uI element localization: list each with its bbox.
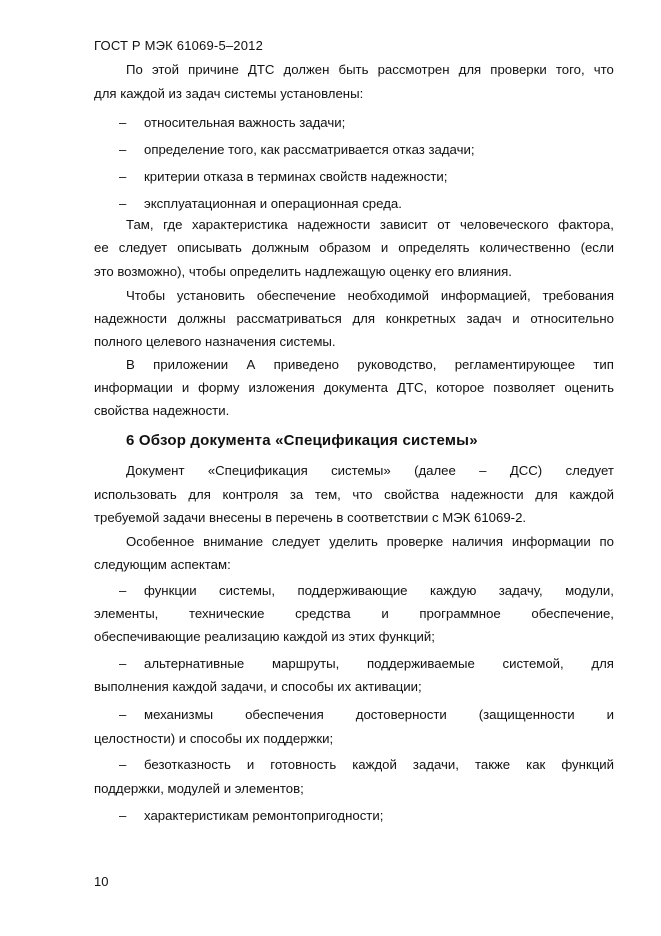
word: и xyxy=(606,707,614,722)
word: системы» xyxy=(331,463,391,478)
word: человеческого xyxy=(460,217,549,232)
paragraph-line xyxy=(94,311,614,327)
word: модули, xyxy=(565,583,614,598)
word: задачу, xyxy=(498,583,543,598)
word: документа xyxy=(323,380,388,395)
word: По xyxy=(126,62,143,77)
word: ДСС) xyxy=(509,463,543,478)
word: быть xyxy=(338,62,369,77)
word: информацией, xyxy=(440,288,531,303)
word: средства xyxy=(295,606,351,621)
word: этой xyxy=(151,62,179,77)
list-dash: – xyxy=(119,656,127,671)
word: что xyxy=(593,62,614,77)
paragraph-line xyxy=(94,240,614,256)
word: задачи, xyxy=(412,757,459,772)
list-item: критерии отказа в терминах свойств надежности; xyxy=(144,169,448,184)
word: для xyxy=(591,656,614,671)
word: форму xyxy=(198,380,240,395)
paragraph-line: полного целевого назначения системы. xyxy=(94,334,336,349)
list-item-line: выполнения каждой задачи, и способы их активации; xyxy=(94,679,422,694)
word: маршруты, xyxy=(271,656,340,671)
list-item-line xyxy=(144,707,614,723)
word: рассматриваться xyxy=(236,311,342,326)
word: надежности xyxy=(94,311,167,326)
paragraph-line xyxy=(126,217,614,233)
word: для xyxy=(352,311,376,326)
word: системы, xyxy=(219,583,276,598)
word: надежности xyxy=(297,217,371,232)
word: для xyxy=(188,487,211,502)
word: (защищенности xyxy=(478,707,575,722)
word: зависит xyxy=(379,217,428,232)
word: конкретных xyxy=(385,311,456,326)
list-dash: – xyxy=(119,757,127,772)
word: должны xyxy=(177,311,226,326)
word: и xyxy=(381,606,389,621)
word: также xyxy=(474,757,511,772)
paragraph-line xyxy=(94,380,614,396)
word: Особенное xyxy=(126,534,195,549)
word: (если xyxy=(580,240,614,255)
word: – xyxy=(479,463,487,478)
word: поддерживаемые xyxy=(366,656,475,671)
word: установить xyxy=(176,288,246,303)
list-item-line: целостности) и способы их поддержки; xyxy=(94,731,334,746)
word: ее xyxy=(94,240,109,255)
list-item-line: поддержки, модулей и элементов; xyxy=(94,781,304,796)
word: позволяет xyxy=(493,380,556,395)
word: тем, xyxy=(314,487,341,502)
paragraph-line xyxy=(126,288,614,304)
word: системой, xyxy=(502,656,564,671)
word: каждую xyxy=(429,583,477,598)
word: альтернативные xyxy=(144,656,245,671)
word: следует xyxy=(118,240,168,255)
word: обеспечение, xyxy=(531,606,614,621)
word: и xyxy=(512,311,520,326)
word: обеспечения xyxy=(245,707,324,722)
paragraph-line xyxy=(126,357,614,373)
paragraph-line xyxy=(126,62,614,78)
word: использовать xyxy=(94,487,177,502)
word: приведено xyxy=(273,357,339,372)
word: проверки xyxy=(490,62,547,77)
paragraph-line: для каждой из задач системы установлены: xyxy=(94,86,364,101)
word: проверке xyxy=(386,534,444,549)
word: ДТС xyxy=(247,62,275,77)
word: определять xyxy=(398,240,470,255)
word: относительно xyxy=(530,311,614,326)
word: руководство, xyxy=(357,357,437,372)
word: свойства xyxy=(384,487,440,502)
list-item-line xyxy=(94,606,614,622)
paragraph-line xyxy=(126,534,614,550)
paragraph-line: это возможно), чтобы определить надлежащую оценку его влияния. xyxy=(94,264,512,279)
word: обеспечение xyxy=(256,288,336,303)
word: Там, xyxy=(126,217,154,232)
word: того, xyxy=(555,62,585,77)
word: количественно xyxy=(479,240,571,255)
word: оценить xyxy=(564,380,614,395)
word: тип xyxy=(593,357,614,372)
list-dash: – xyxy=(119,169,127,184)
word: и xyxy=(246,757,255,772)
paragraph-line: требуемой задачи внесены в перечень в соответствии с МЭК 61069-2. xyxy=(94,510,527,525)
word: Чтобы xyxy=(126,288,166,303)
word: функции xyxy=(144,583,197,598)
list-dash: – xyxy=(119,583,127,598)
list-dash: – xyxy=(119,115,127,130)
page-number: 10 xyxy=(94,874,109,889)
word: ДТС, xyxy=(396,380,428,395)
word: уделить xyxy=(329,534,378,549)
paragraph-line: следующим аспектам: xyxy=(94,557,231,572)
document-header: ГОСТ Р МЭК 61069-5–2012 xyxy=(94,38,264,53)
word: достоверности xyxy=(355,707,447,722)
word: «Спецификация xyxy=(207,463,308,478)
list-dash: – xyxy=(119,142,127,157)
word: поддерживающие xyxy=(297,583,408,598)
word: характеристика xyxy=(192,217,288,232)
word: контроля xyxy=(222,487,279,502)
word: элементы, xyxy=(94,606,159,621)
word: технические xyxy=(189,606,265,621)
word: описывать xyxy=(177,240,242,255)
word: безотказность xyxy=(144,757,231,772)
word: информации xyxy=(94,380,173,395)
word: где xyxy=(163,217,183,232)
list-dash: – xyxy=(119,707,127,722)
paragraph-line xyxy=(126,463,614,479)
word: В xyxy=(126,357,135,372)
word: что xyxy=(352,487,373,502)
word: механизмы xyxy=(144,707,214,722)
word: образом xyxy=(319,240,371,255)
word: регламентирующее xyxy=(454,357,576,372)
word: за xyxy=(289,487,304,502)
word: должным xyxy=(251,240,310,255)
word: функций xyxy=(561,757,614,772)
list-item-line: характеристикам ремонтопригодности; xyxy=(144,808,384,823)
word: А xyxy=(246,357,256,372)
word: от xyxy=(437,217,451,232)
word: приложении xyxy=(153,357,229,372)
section-heading: 6 Обзор документа «Спецификация системы» xyxy=(126,432,478,449)
list-item-line xyxy=(144,656,614,672)
word: для xyxy=(458,62,482,77)
word: как xyxy=(526,757,546,772)
word: внимание xyxy=(203,534,264,549)
word: по xyxy=(599,534,614,549)
list-item: эксплуатационная и операционная среда. xyxy=(144,196,402,211)
list-item-line xyxy=(144,583,614,599)
paragraph-line xyxy=(94,487,614,503)
word: следует xyxy=(565,463,614,478)
word: изложения xyxy=(248,380,315,395)
word: причине xyxy=(188,62,239,77)
word: информации xyxy=(511,534,591,549)
word: надежности xyxy=(450,487,524,502)
word: должен xyxy=(283,62,330,77)
word: готовность xyxy=(270,757,337,772)
word: задач xyxy=(466,311,502,326)
word: Документ xyxy=(126,463,185,478)
list-item-line xyxy=(144,757,614,773)
word: которое xyxy=(436,380,485,395)
word: следует xyxy=(271,534,321,549)
word: необходимой xyxy=(347,288,430,303)
list-item: относительная важность задачи; xyxy=(144,115,346,130)
word: наличия xyxy=(452,534,504,549)
word: для xyxy=(535,487,558,502)
word: и xyxy=(380,240,389,255)
paragraph-line: свойства надежности. xyxy=(94,403,230,418)
word: фактора, xyxy=(558,217,614,232)
list-item-line: обеспечивающие реализацию каждой из этих функций; xyxy=(94,629,435,644)
word: программное xyxy=(419,606,501,621)
word: требования xyxy=(542,288,614,303)
list-dash: – xyxy=(119,808,127,823)
word: каждой xyxy=(352,757,397,772)
list-dash: – xyxy=(119,196,127,211)
word: и xyxy=(181,380,190,395)
word: каждой xyxy=(569,487,614,502)
list-item: определение того, как рассматривается отказ задачи; xyxy=(144,142,475,157)
word: рассмотрен xyxy=(377,62,450,77)
word: (далее xyxy=(414,463,456,478)
